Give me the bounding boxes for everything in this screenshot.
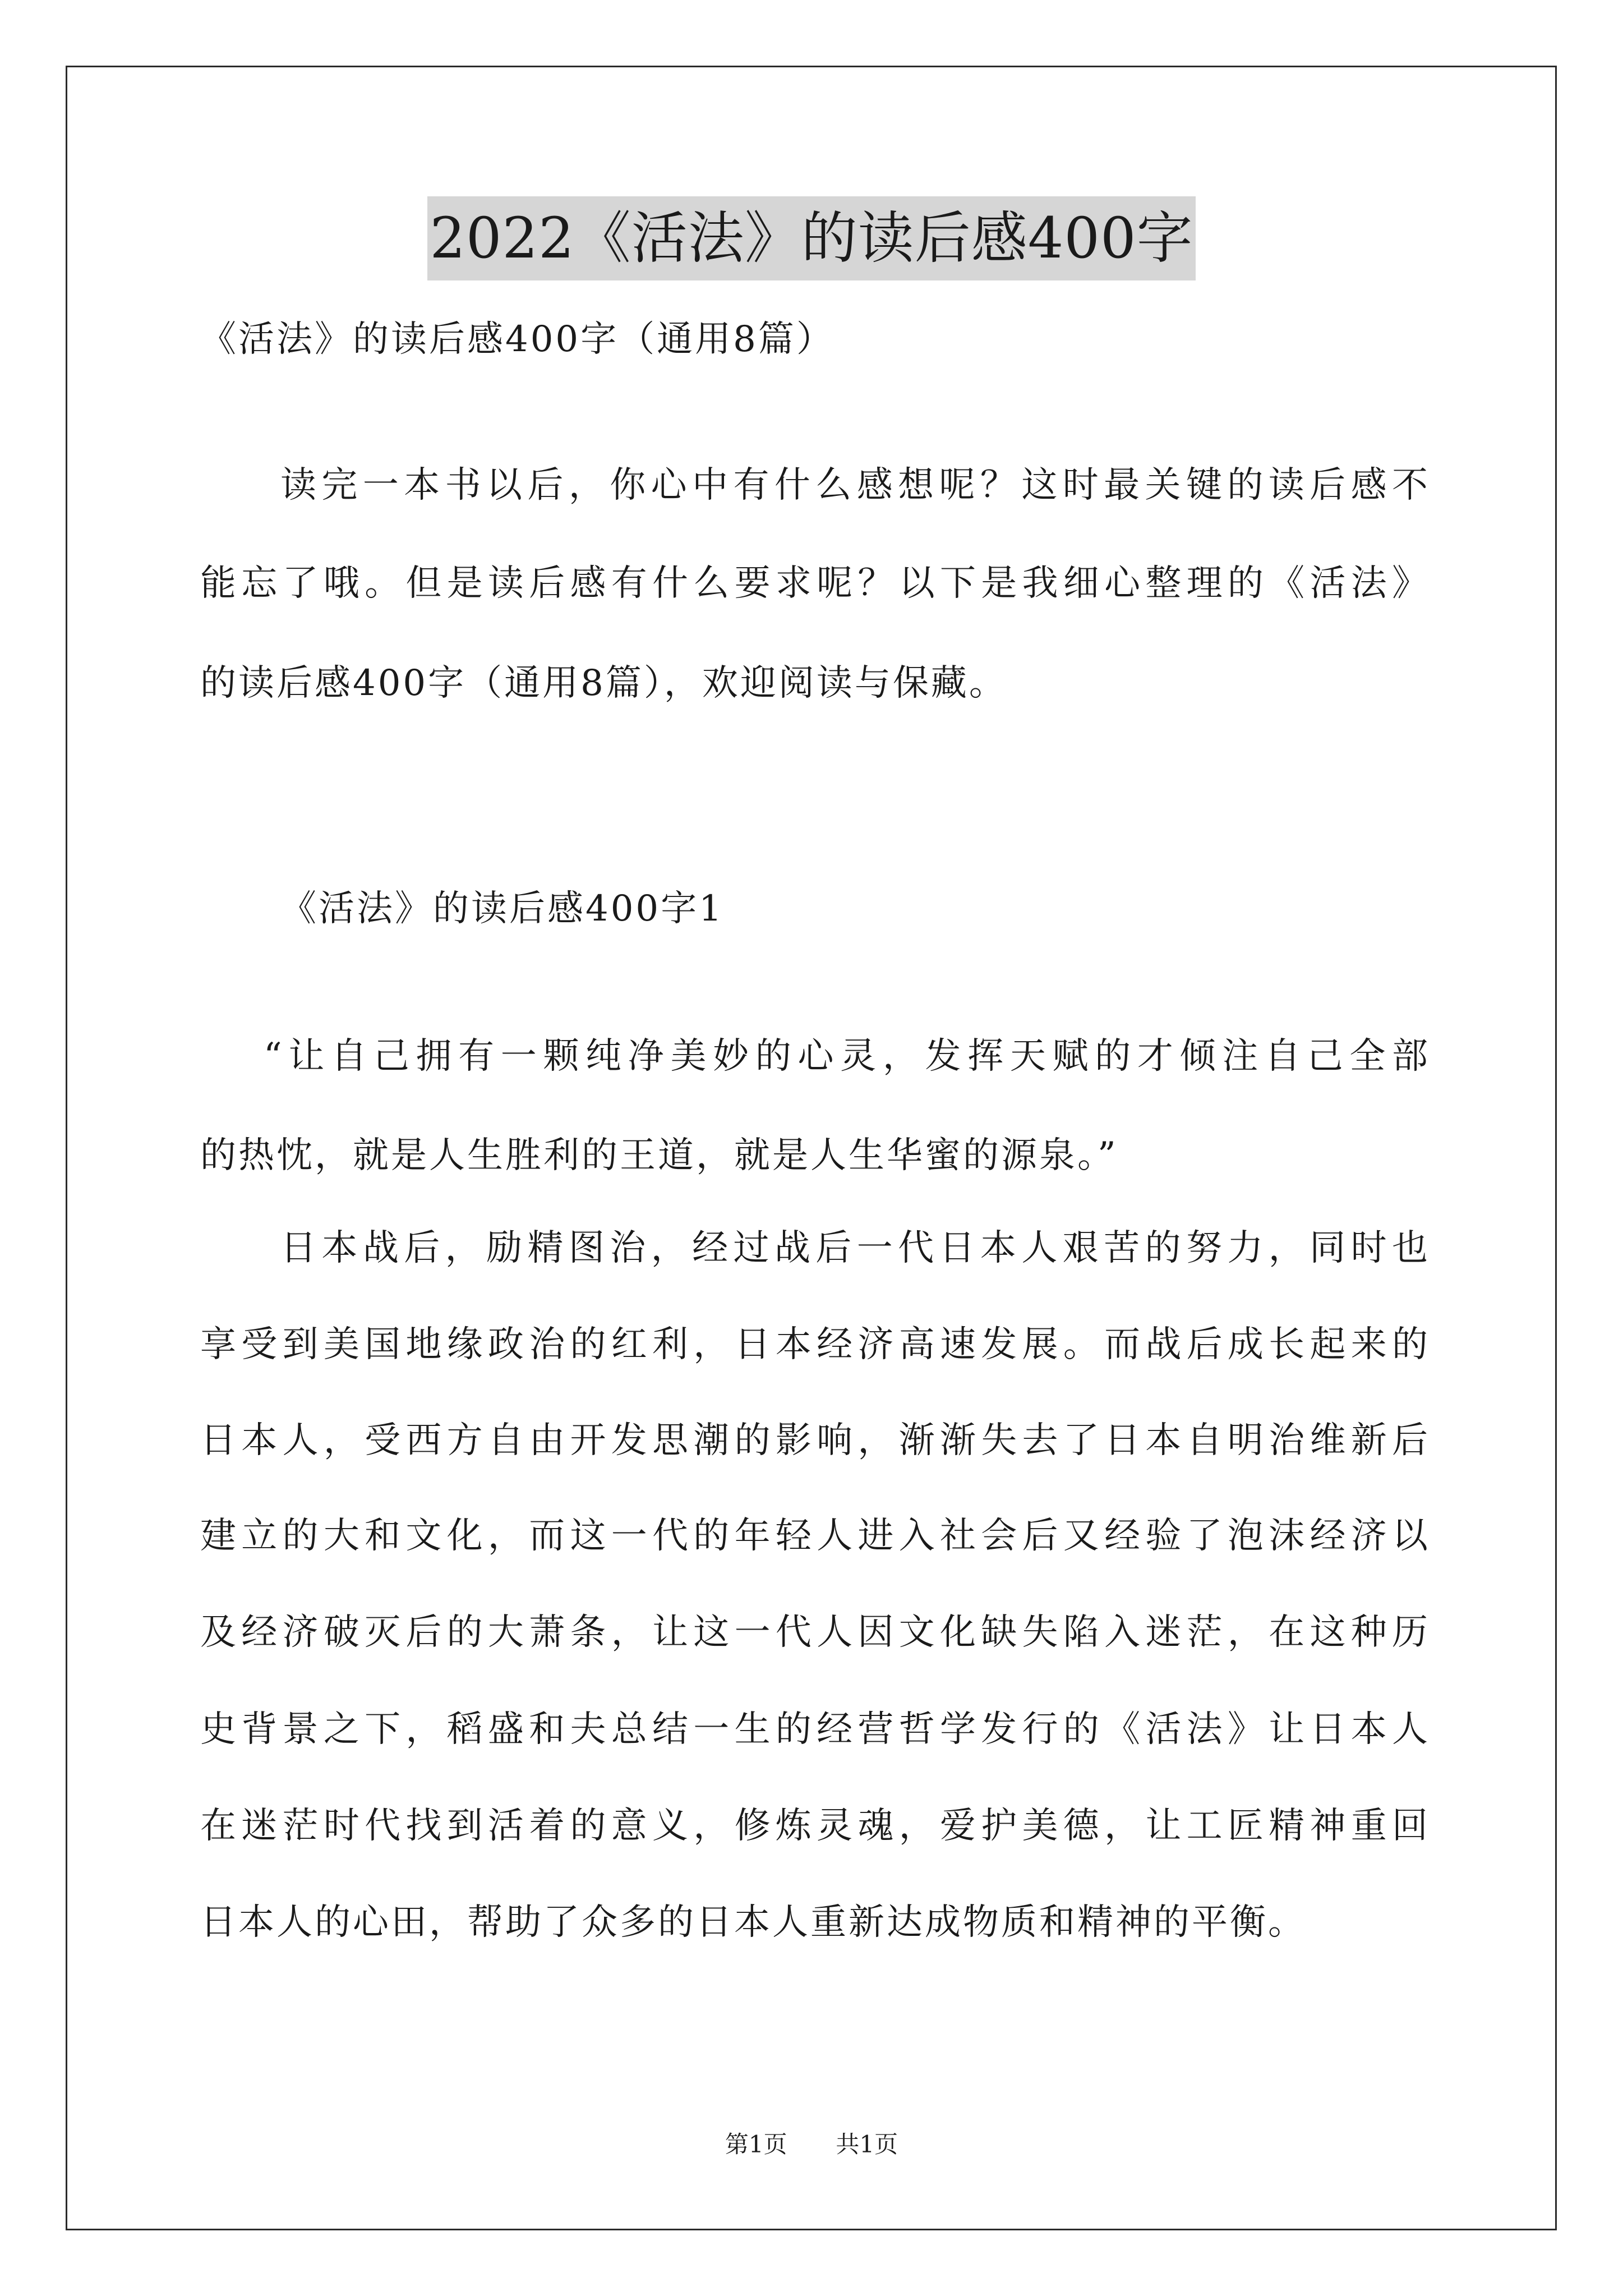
body-line-7: 在迷茫时代找到活着的意义，修炼灵魂，爱护美德，让工匠精神重回 xyxy=(200,1805,1430,1847)
document-subtitle: 《活法》的读后感400字（通用8篇） xyxy=(200,319,834,360)
intro-line-3: 的读后感400字（通用8篇），欢迎阅读与保藏。 xyxy=(200,662,1007,704)
page-footer xyxy=(0,2128,1623,2161)
quote-line-1: “让自己拥有一颗纯净美妙的心灵，发挥天赋的才倾注自己全部 xyxy=(264,1036,1430,1077)
quote-line-2: 的热忱，就是人生胜利的王道，就是人生华蜜的源泉。” xyxy=(200,1135,1118,1176)
body-line-6: 史背景之下，稻盛和夫总结一生的经营哲学发行的《活法》让日本人 xyxy=(200,1709,1430,1750)
intro-line-2: 能忘了哦。但是读后感有什么要求呢？以下是我细心整理的《活法》 xyxy=(200,563,1430,604)
body-line-8: 日本人的心田，帮助了众多的日本人重新达成物质和精神的平衡。 xyxy=(200,1902,1306,1943)
body-line-1: 日本战后，励精图治，经过战后一代日本人艰苦的努力，同时也 xyxy=(280,1227,1430,1269)
body-line-5: 及经济破灭后的大萧条，让这一代人因文化缺失陷入迷茫，在这种历 xyxy=(200,1612,1430,1653)
page-number-total: 共1页 xyxy=(836,2131,898,2158)
body-line-3: 日本人，受西方自由开发思潮的影响，渐渐失去了日本自明治维新后 xyxy=(200,1420,1430,1461)
body-line-2: 享受到美国地缘政治的红利，日本经济高速发展。而战后成长起来的 xyxy=(200,1324,1430,1365)
title-container xyxy=(0,196,1623,280)
body-line-4: 建立的大和文化，而这一代的年轻人进入社会后又经验了泡沫经济以 xyxy=(200,1515,1430,1557)
intro-line-1: 读完一本书以后，你心中有什么感想呢？这时最关键的读后感不 xyxy=(280,464,1430,506)
section-heading: 《活法》的读后感400字1 xyxy=(280,888,724,930)
document-title: 2022《活法》的读后感400字 xyxy=(427,196,1195,280)
page-number-current: 第1页 xyxy=(725,2131,787,2158)
